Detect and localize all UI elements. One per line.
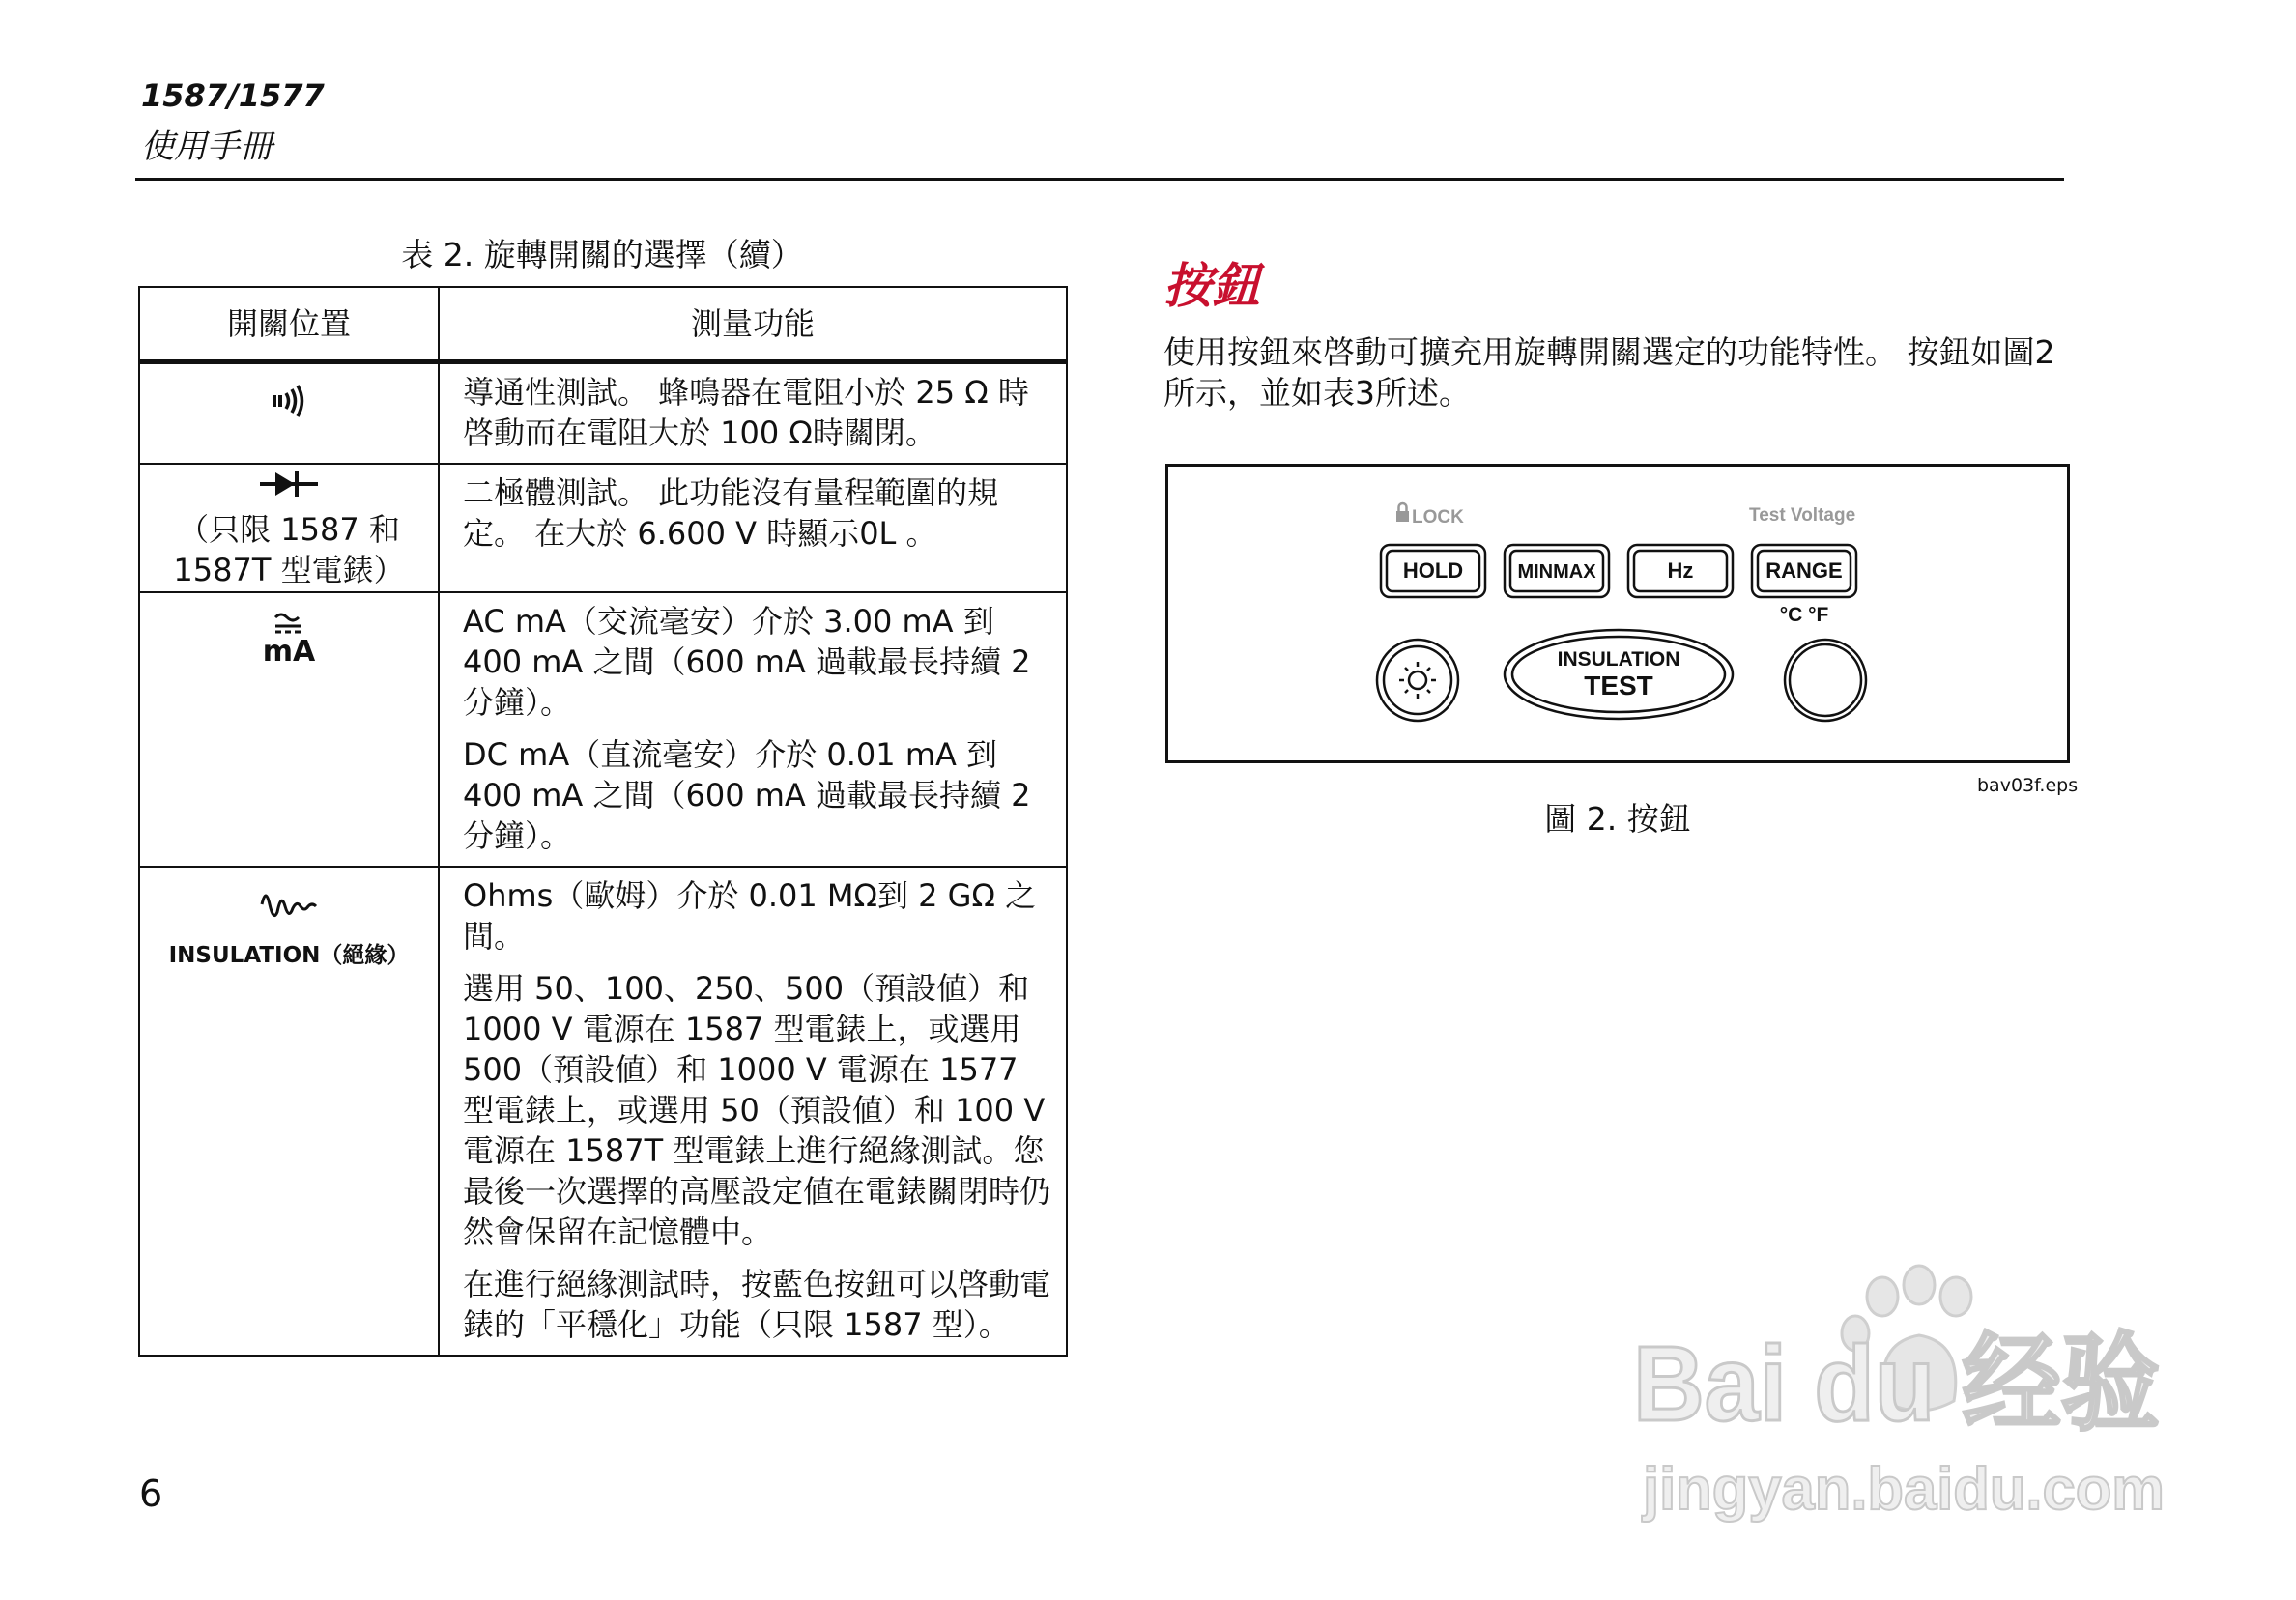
continuity-icon [270,384,308,418]
function-text: 二極體測試。 此功能沒有量程範圍的規定。 在大於 6.600 V 時顯示0L 。 [463,474,999,552]
rotary-switch-table [138,286,1068,1357]
switch-position-cell [139,867,439,1356]
function-text: 選用 50、100、250、500（預設値）和 1000 V 電源在 1587 型電錶上，或選用 500（預設値）和 1000 V 電源在 1577 型電錶上，或選用 50（預設値）和 100 V 電源在 1587T 型電錶上進行絕緣測試。您最後一次選擇的高壓設定値在電錶關閉時仍然會保留在記憶體中。 [463,970,1051,1250]
table-header-row [139,287,1067,362]
table-row [139,362,1067,465]
figure-caption: 圖 2. 按鈕 [1544,800,1691,838]
section-body: 使用按鈕來啓動可擴充用旋轉開關選定的功能特性。 按鈕如圖2所示，並如表3所述。 [1163,333,2055,412]
watermark-logo-text: Bai du 经验 [1633,1325,2160,1443]
hz-button[interactable] [1628,545,1733,597]
table-row [139,592,1067,867]
page-number: 6 [139,1472,163,1515]
switch-position-cell [139,362,439,465]
function-text: 在進行絕緣測試時，按藍色按鈕可以啓動電錶的「平穩化」功能（只限 1587 型）。 [463,1266,1051,1343]
column-header-function: 測量功能 [439,287,1067,362]
function-text: AC mA（交流毫安）介於 3.00 mA 到 400 mA 之間（600 mA 過載最長持續 2 分鐘）。 [463,603,1031,721]
table-row [139,464,1067,592]
function-text: 導通性測試。 蜂鳴器在電阻小於 25 Ω 時啓動而在電阻大於 100 Ω時關閉。 [463,374,1029,451]
insulation-label: INSULATION（絕緣） [168,943,410,968]
range-button-label: RANGE [1765,558,1843,583]
document-model: 1587/1577 [141,77,325,114]
button-panel-drawing [1168,467,2067,760]
function-text: Ohms（歐姆）介於 0.01 MΩ到 2 GΩ 之間。 [463,877,1037,955]
blue-button[interactable] [1785,640,1866,721]
hold-button[interactable] [1381,545,1485,597]
switch-position-cell [139,464,439,592]
document-subtitle: 使用手冊 [141,128,273,166]
table-row [139,867,1067,1356]
insulation-test-label-line2: TEST [1584,671,1653,700]
lock-label: LOCK [1412,507,1464,528]
test-voltage-label: Test Voltage [1749,505,1856,526]
lock-icon [1396,503,1409,522]
backlight-button[interactable] [1377,640,1458,721]
header-divider [135,178,2064,181]
switch-position-cell [139,592,439,867]
function-text: DC mA（直流毫安）介於 0.01 mA 到 400 mA 之間（600 mA 過載最長持續 2 分鐘）。 [463,736,1031,854]
button-panel-figure [1165,464,2070,763]
function-cell [439,592,1067,867]
hz-button-label: Hz [1667,558,1694,583]
insulation-test-button[interactable] [1505,630,1733,719]
diode-icon [258,469,320,500]
baidu-watermark [1633,1256,2174,1527]
function-cell [439,867,1067,1356]
watermark-url: jingyan.baidu.com [1642,1456,2165,1523]
insulation-icon [258,885,320,922]
function-cell [439,464,1067,592]
hold-button-label: HOLD [1402,558,1464,583]
section-title: 按鈕 [1163,258,1260,314]
range-button[interactable] [1752,545,1856,597]
insulation-test-label-line1: INSULATION [1557,648,1680,671]
table-caption: 表 2. 旋轉開關的選擇（續） [401,236,803,273]
ma-symbol-label: mA [262,635,316,669]
function-cell [439,362,1067,465]
temperature-unit-label: °C °F [1779,604,1829,626]
column-header-position: 開關位置 [139,287,439,362]
figure-file-name: bav03f.eps [1977,775,2079,796]
minmax-button-label: MINMAX [1517,561,1596,583]
position-note: （只限 1587 和 1587T 型電錶） [173,511,405,588]
ac-dc-ma-icon [270,611,308,636]
minmax-button[interactable] [1505,545,1609,597]
